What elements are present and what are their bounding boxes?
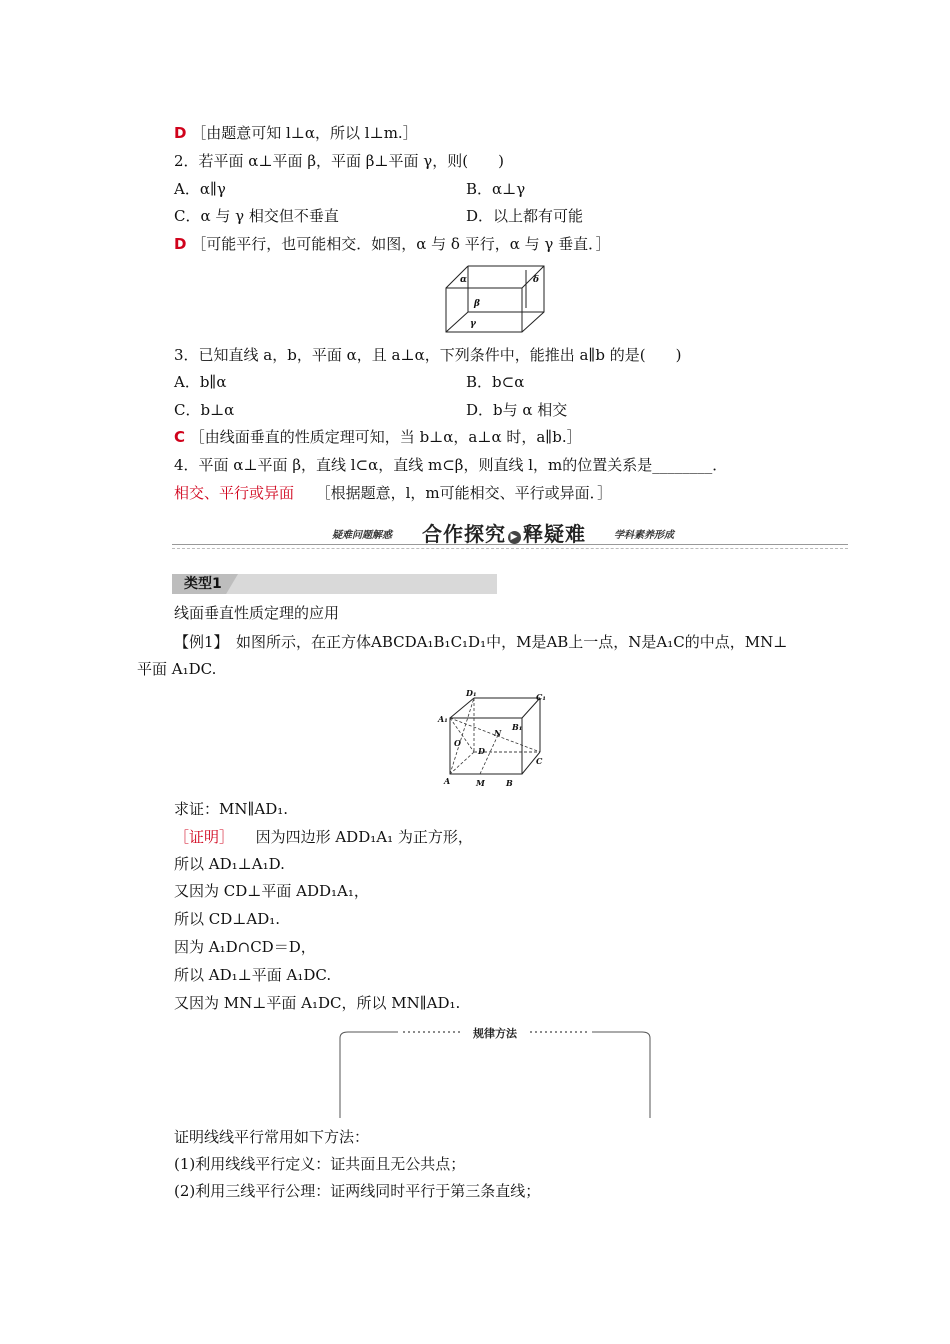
method-box (338, 1028, 652, 1118)
q3-option-d: D．b与 α 相交 (466, 401, 568, 419)
banner-arrow-icon: ▶ (508, 531, 521, 544)
proof-line-1: 所以 AD₁⊥A₁D. (174, 855, 285, 873)
q2-option-b: B．α⊥γ (466, 180, 526, 198)
q2-answer-text: ［可能平行，也可能相交．如图，α 与 δ 平行，α 与 γ 垂直．］ (191, 235, 611, 253)
proof-line-5: 所以 AD₁⊥平面 A₁DC. (174, 966, 332, 984)
cube-label-o: O (454, 738, 461, 748)
type-tag-label: 类型1 (184, 576, 222, 592)
q3-answer-letter: C (174, 428, 186, 446)
cube-label-c1: C₁ (536, 692, 546, 702)
fig-label-beta: β (474, 299, 480, 309)
q1-answer-letter: D (174, 124, 187, 142)
method-item-2: (2)利用三线平行公理：证两线同时平行于第三条直线； (174, 1182, 541, 1200)
proof-label: ［证明］ (174, 828, 235, 846)
example1-line2: 平面 A₁DC. (137, 660, 217, 678)
cube-label-n: N (494, 728, 502, 738)
method-title: 规律方法 (473, 1027, 517, 1040)
cube-label-a: A (444, 776, 451, 786)
q4-answer-red: 相交、平行或异面 (174, 484, 295, 502)
proof-text-0: 因为四边形 ADD₁A₁ 为正方形， (255, 828, 473, 846)
example1-prove: 求证：MN∥AD₁. (174, 800, 289, 818)
q4-answer-text: ［根据题意，l，m可能相交、平行或异面．］ (315, 484, 613, 502)
cube-label-d: D (478, 746, 485, 756)
cube-label-a1: A₁ (438, 714, 448, 724)
q1-answer (174, 122, 418, 144)
q4-answer (174, 482, 612, 504)
q3-option-b: B．b⊂α (466, 373, 525, 391)
cube-figure (436, 690, 552, 790)
fig-label-gamma: γ (470, 319, 476, 329)
proof-line-6: 又因为 MN⊥平面 A₁DC，所以 MN∥AD₁. (174, 994, 461, 1012)
method-intro: 证明线线平行常用如下方法： (174, 1128, 370, 1146)
cube-label-m: M (476, 778, 485, 788)
cube-label-d1: D₁ (466, 690, 477, 698)
q4-stem: 4．平面 α⊥平面 β，直线 l⊂α，直线 m⊂β，则直线 l，m的位置关系是________． (174, 456, 728, 474)
q3-stem: 3．已知直线 a，b，平面 α，且 a⊥α，下列条件中，能推出 a∥b 的是( ) (174, 346, 682, 364)
example1-line1: 【例1】 如图所示，在正方体ABCDA₁B₁C₁D₁中，M是AB上一点，N是A₁C的中点，MN⊥ (174, 633, 788, 651)
cube-label-b1: B₁ (512, 722, 523, 732)
planes-figure (440, 264, 548, 336)
banner-rule (172, 544, 848, 545)
banner-rule-dashed (172, 548, 848, 549)
banner-title-main: 合作探究 (422, 522, 506, 546)
proof-line-2: 又因为 CD⊥平面 ADD₁A₁， (174, 882, 369, 900)
banner-left-caption: 疑难问题解惑 (332, 530, 392, 541)
type-tag-bar (172, 574, 497, 594)
proof-line-3: 所以 CD⊥AD₁. (174, 910, 281, 928)
banner-right-caption: 学科素养形成 (614, 530, 674, 541)
q3-answer (174, 426, 582, 448)
q2-option-c: C．α 与 γ 相交但不垂直 (174, 207, 339, 225)
fig-label-alpha: α (460, 275, 467, 285)
method-box-frame (338, 1028, 652, 1120)
banner-title-second: 释疑难 (523, 522, 586, 546)
q2-answer (174, 233, 611, 255)
q3-answer-text: ［由线面垂直的性质定理可知，当 b⊥α，a⊥α 时，a∥b.］ (189, 428, 582, 446)
q2-answer-letter: D (174, 235, 187, 253)
proof-line-4: 因为 A₁D∩CD＝D， (174, 938, 316, 956)
method-item-1: (1)利用线线平行定义：证共面且无公共点； (174, 1155, 466, 1173)
banner-title (422, 518, 586, 547)
proof-line-0 (174, 826, 473, 848)
q2-stem: 2．若平面 α⊥平面 β，平面 β⊥平面 γ，则( ) (174, 152, 504, 170)
q3-option-c: C．b⊥α (174, 401, 235, 419)
q2-option-d: D．以上都有可能 (466, 207, 584, 225)
fig-label-delta: δ (533, 275, 540, 285)
cube-label-b: B (506, 778, 513, 788)
q1-answer-text: ［由题意可知 l⊥α，所以 l⊥m.］ (191, 124, 418, 142)
q3-option-a: A．b∥α (174, 373, 227, 391)
section-title: 线面垂直性质定理的应用 (174, 604, 340, 622)
cube-label-c: C (536, 756, 543, 766)
q2-option-a: A．α∥γ (174, 180, 226, 198)
section-banner (172, 518, 848, 552)
